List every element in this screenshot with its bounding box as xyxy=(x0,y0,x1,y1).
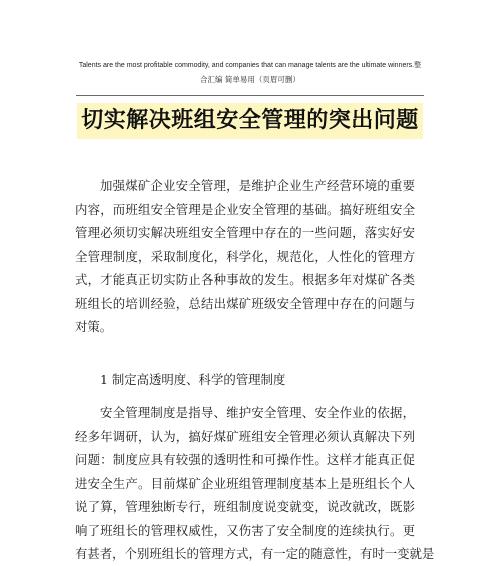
paragraph-line: 对策。 xyxy=(75,319,113,334)
section-heading: 1 制定高透明度、科学的管理制度 xyxy=(100,372,286,387)
paragraph-line: 全管理制度，采取制度化，科学化，规范化，人性化的管理方 xyxy=(75,248,415,264)
paragraph-line: 说了算，管理独断专行，班组制度说变就变，说改就改，既影 xyxy=(75,499,415,514)
paragraph-line: 安全管理制度是指导、维护安全管理、安全作业的依据， xyxy=(100,405,415,420)
paragraph-intro xyxy=(75,174,415,339)
header-english-line: Talents are the most profitable commodity, and companies that can manage talents are the ultimate winners.整 xyxy=(78,62,422,69)
page-header xyxy=(0,61,500,85)
paragraph-line: 加强煤矿企业安全管理，是维护企业生产经营环境的重要 xyxy=(100,178,415,193)
paragraph-line: 响了班组长的管理权威性，又伤害了安全制度的连续执行。更 xyxy=(75,522,415,538)
paragraph-line: 式，才能真正切实防止各种事故的发生。根据多年对煤矿各类 xyxy=(75,272,415,287)
paragraph-line: 进安全生产。目前煤矿企业班组管理制度基本上是班组长个人 xyxy=(75,475,415,491)
document-title xyxy=(0,103,500,139)
header-chinese-line: 合汇编 简单易用（页眉可删） xyxy=(200,75,300,84)
paragraph-line: 内容，而班组安全管理是企业安全管理的基础。搞好班组安全 xyxy=(75,201,415,217)
header-divider xyxy=(76,95,424,96)
title-text: 切实解决班组安全管理的突出问题 xyxy=(77,103,423,139)
paragraph-line: 有甚者，个别班组长的管理方式，有一定的随意性，有时一变就是 xyxy=(75,546,435,561)
paragraph-line: 问题：制度应具有较强的透明性和可操作性。这样才能真正促 xyxy=(75,452,415,467)
paragraph-line: 管理必须切实解决班组安全管理中存在的一些问题，落实好安 xyxy=(75,225,415,240)
paragraph-section1 xyxy=(75,401,435,566)
paragraph-line: 班组长的培训经验，总结出煤矿班级安全管理中存在的问题与 xyxy=(75,295,415,311)
paragraph-line: 经多年调研，认为，搞好煤矿班组安全管理必须认真解决下列 xyxy=(75,428,415,444)
